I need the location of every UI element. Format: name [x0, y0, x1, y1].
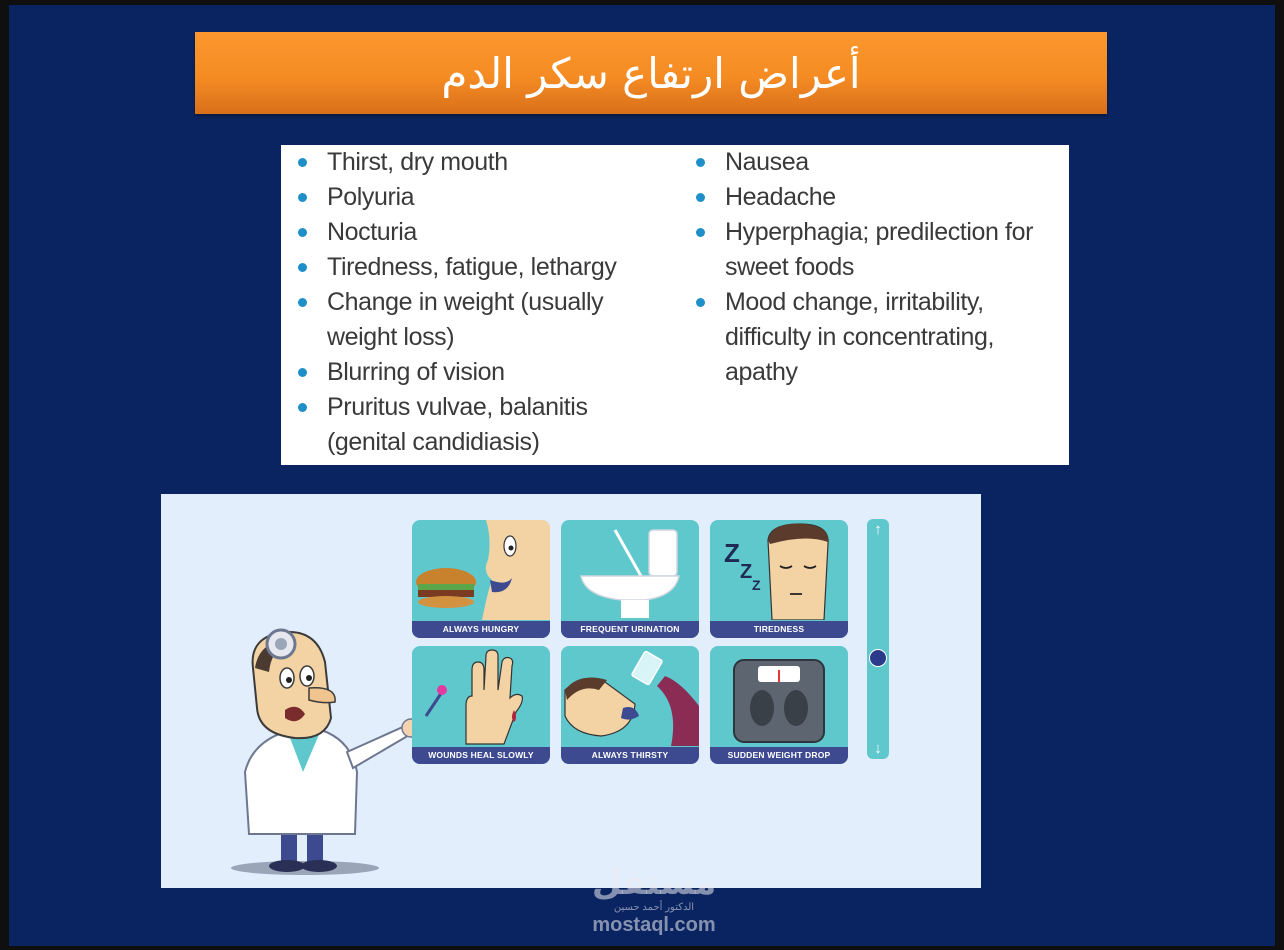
card-label: SUDDEN WEIGHT DROP	[710, 747, 848, 764]
bullet-icon	[298, 158, 307, 167]
watermark	[569, 863, 739, 941]
symptom-list-box	[281, 145, 1069, 465]
symptom-list-left	[295, 145, 655, 460]
hungry-face-burger-icon	[412, 520, 550, 620]
bullet-icon	[696, 158, 705, 167]
sleepy-face-icon	[710, 520, 848, 620]
svg-text:Z: Z	[752, 577, 761, 593]
symptom-item: Mood change, irritability, difficulty in concentrating, apathy	[693, 285, 1053, 390]
symptom-item: Blurring of vision	[295, 355, 655, 390]
card-label: TIREDNESS	[710, 621, 848, 638]
drinking-face-icon	[561, 646, 699, 746]
card-label: FREQUENT URINATION	[561, 621, 699, 638]
bullet-icon	[298, 403, 307, 412]
bullet-icon	[696, 193, 705, 202]
card-label: ALWAYS HUNGRY	[412, 621, 550, 638]
svg-text:Z: Z	[724, 538, 740, 568]
bullet-icon	[298, 298, 307, 307]
bleeding-hand-icon	[412, 646, 550, 746]
bullet-icon	[298, 228, 307, 237]
title-banner	[195, 32, 1107, 114]
bullet-icon	[696, 298, 705, 307]
symptom-item: Nausea	[693, 145, 1053, 180]
symptom-item: Polyuria	[295, 180, 655, 215]
symptom-card-frequent-urination	[561, 520, 699, 638]
bullet-icon	[298, 263, 307, 272]
scroll-up-arrow-icon[interactable]: ↑	[874, 521, 882, 538]
svg-text:Z: Z	[740, 561, 753, 583]
symptom-card-sudden-weight-drop	[710, 646, 848, 764]
symptom-card-always-thirsty	[561, 646, 699, 764]
watermark-tagline: الدكتور أحمد حسين	[613, 902, 695, 913]
symptom-card-tiredness	[710, 520, 848, 638]
bullet-icon	[298, 368, 307, 377]
symptom-item: Pruritus vulvae, balanitis (genital candidiasis)	[295, 390, 655, 460]
doctor-character-icon	[225, 622, 435, 882]
symptom-item: Change in weight (usually weight loss)	[295, 285, 655, 355]
bathroom-scale-icon	[710, 646, 848, 746]
bullet-icon	[298, 193, 307, 202]
card-label: ALWAYS THIRSTY	[561, 747, 699, 764]
symptom-card-always-hungry	[412, 520, 550, 638]
watermark-brand: مستقل	[591, 863, 717, 903]
slide	[9, 5, 1275, 946]
card-label: WOUNDS HEAL SLOWLY	[412, 747, 550, 764]
symptom-list-right	[693, 145, 1053, 390]
scroll-down-arrow-icon[interactable]: ↓	[874, 740, 882, 757]
watermark-url: mostaql.com	[592, 914, 716, 936]
symptom-item: Tiredness, fatigue, lethargy	[295, 250, 655, 285]
scroll-thumb[interactable]	[869, 649, 887, 667]
symptom-item: Headache	[693, 180, 1053, 215]
symptom-item: Thirst, dry mouth	[295, 145, 655, 180]
symptom-item: Nocturia	[295, 215, 655, 250]
symptom-card-wounds-heal-slowly	[412, 646, 550, 764]
bullet-icon	[696, 228, 705, 237]
slide-title: أعراض ارتفاع سكر الدم	[441, 48, 861, 98]
symptoms-illustration	[161, 494, 981, 888]
toilet-icon	[561, 520, 699, 620]
illustration-scrollbar[interactable]	[867, 519, 889, 759]
symptom-item: Hyperphagia; predilection for sweet foods	[693, 215, 1053, 285]
